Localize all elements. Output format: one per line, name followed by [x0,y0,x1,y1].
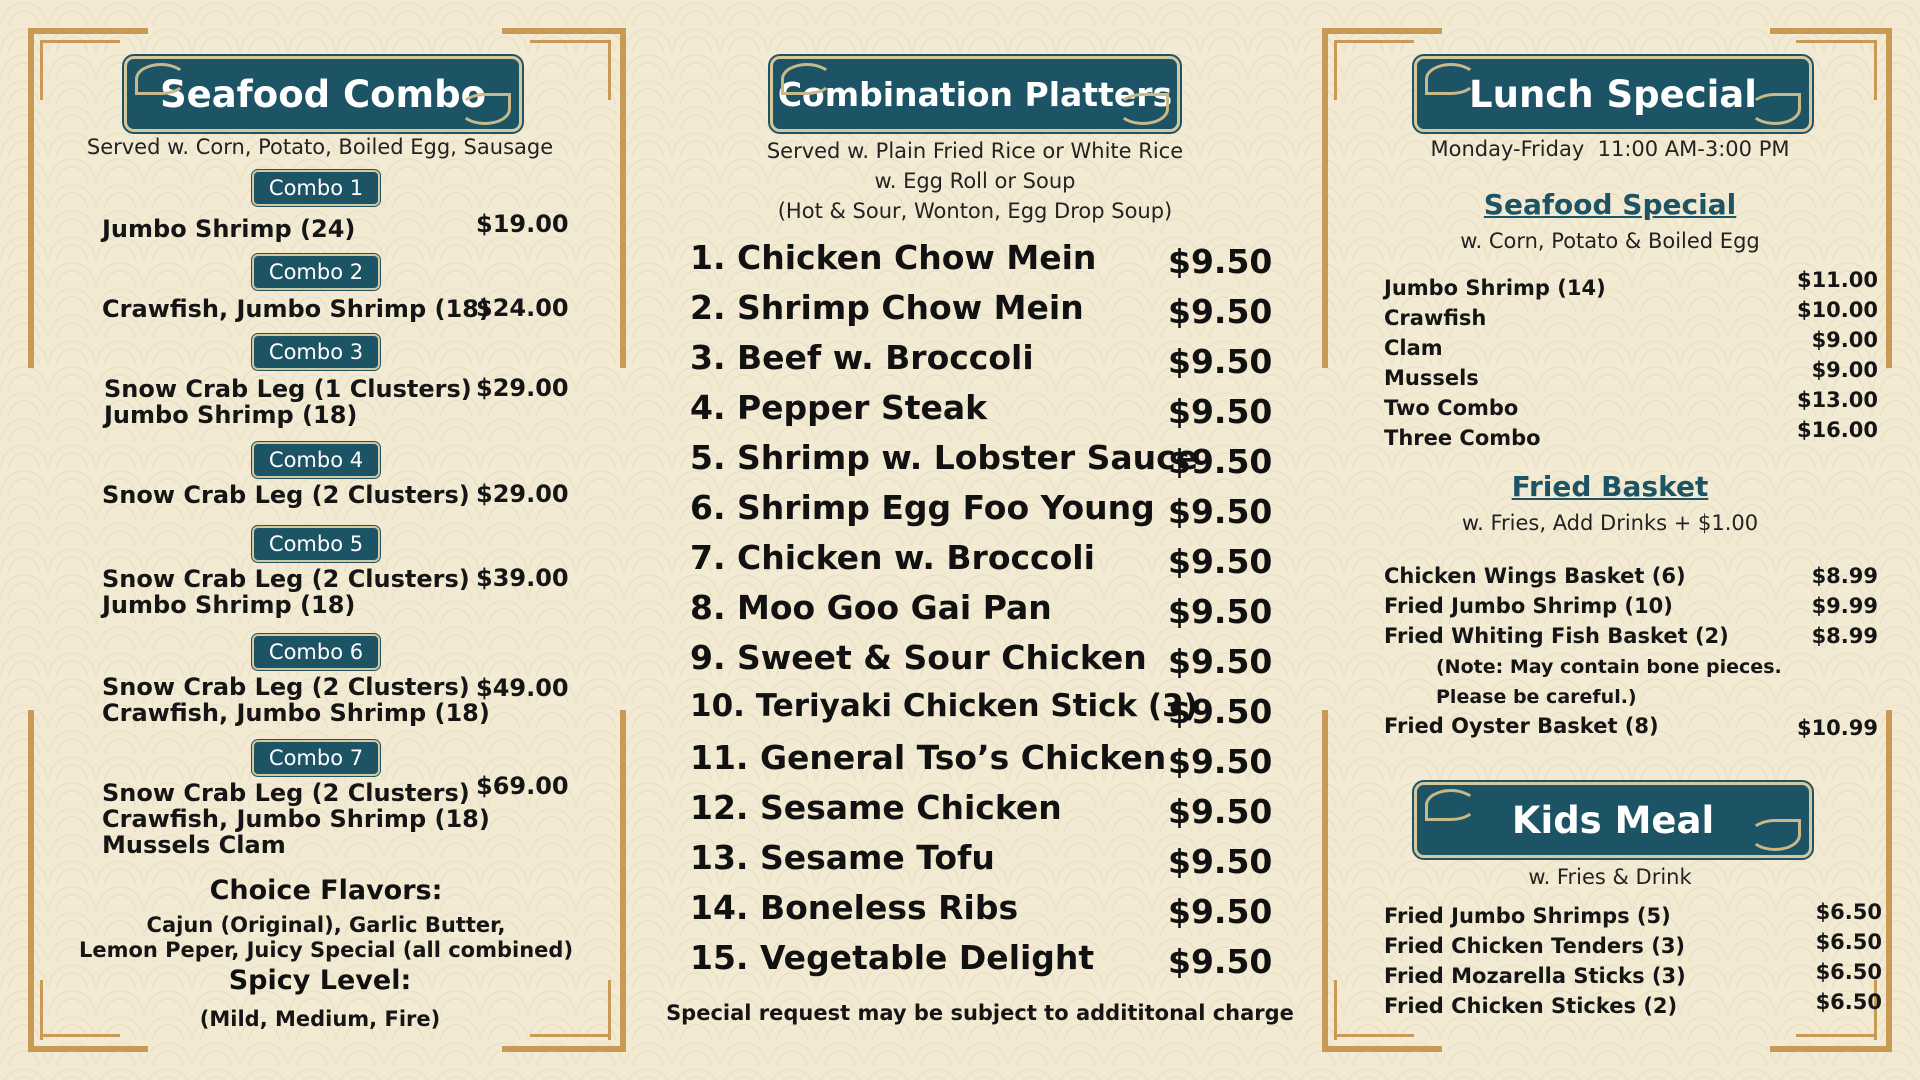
platter-item: 11. General Tso’s Chicken [690,738,1167,777]
platter-price: $9.50 [1168,492,1273,531]
combo-5-label: Combo 5 [252,526,380,562]
swirl-ornament-icon [1749,819,1801,851]
seafood-special-title: Seafood Special [1483,188,1737,221]
seafood-combo-subtitle: Served w. Corn, Potato, Boiled Egg, Sausage [86,135,554,159]
platter-price: $9.50 [1168,442,1273,481]
platter-item: 8. Moo Goo Gai Pan [690,588,1052,627]
seafood-special-item: Three Combo [1384,426,1541,450]
platters-subtitle-line-1: Served w. Plain Fried Rice or White Rice [766,139,1184,163]
seafood-combo-banner [124,56,522,132]
platter-item: 1. Chicken Chow Mein [690,238,1097,277]
combo-6-price: $49.00 [476,674,569,702]
combo-7-item: Snow Crab Leg (2 Clusters) [102,779,470,807]
seafood-special-item: Crawfish [1384,306,1487,330]
swirl-ornament-icon [1749,93,1801,125]
platter-item: 7. Chicken w. Broccoli [690,538,1095,577]
seafood-special-price: $13.00 [1796,388,1878,412]
combo-3-item: Jumbo Shrimp (18) [104,401,358,429]
kids-meal-price: $6.50 [1815,990,1882,1014]
kids-meal-price: $6.50 [1815,960,1882,984]
combo-5-price: $39.00 [476,564,569,592]
combo-1-price: $19.00 [476,210,569,238]
platter-price: $9.50 [1168,892,1273,931]
seafood-special-price: $9.00 [1811,328,1878,352]
platter-price: $9.50 [1168,592,1273,631]
combo-2-item: Crawfish, Jumbo Shrimp (18) [102,295,490,323]
platter-price: $9.50 [1168,392,1273,431]
swirl-ornament-icon [135,63,187,95]
seafood-special-item: Clam [1384,336,1443,360]
swirl-ornament-icon [781,63,833,95]
kids-meal-item: Fried Chicken Tenders (3) [1384,934,1686,958]
combo-4-price: $29.00 [476,480,569,508]
platters-footer-note: Special request may be subject to addititonal charge [666,1001,1294,1025]
fried-basket-note-line-2: Please be careful.) [1436,686,1637,708]
choice-flavors-line-1: Cajun (Original), Garlic Butter, [146,913,506,937]
combo-7-item: Crawfish, Jumbo Shrimp (18) [102,805,490,833]
combo-4-label: Combo 4 [252,442,380,478]
seafood-combo-section [0,0,640,1080]
fried-basket-price: $8.99 [1811,624,1878,648]
combo-1-item: Jumbo Shrimp (24) [102,215,356,243]
kids-meal-banner [1414,782,1812,858]
platter-price: $9.50 [1168,692,1273,731]
combo-7-price: $69.00 [476,772,569,800]
platter-price: $9.50 [1168,842,1273,881]
platter-price: $9.50 [1168,642,1273,681]
combo-3-item: Snow Crab Leg (1 Clusters) [104,375,472,403]
combo-6-item: Crawfish, Jumbo Shrimp (18) [102,699,490,727]
platters-subtitle-line-3: (Hot & Sour, Wonton, Egg Drop Soup) [777,199,1173,223]
platter-item: 10. Teriyaki Chicken Stick (3) [690,688,1198,724]
seafood-special-price: $9.00 [1811,358,1878,382]
platter-item: 2. Shrimp Chow Mein [690,288,1084,327]
spicy-level-title: Spicy Level: [228,965,412,996]
platter-item: 12. Sesame Chicken [690,788,1062,827]
platter-item: 13. Sesame Tofu [690,838,995,877]
seafood-special-item: Two Combo [1384,396,1519,420]
lunch-special-banner [1414,56,1812,132]
fried-basket-note-line-1: (Note: May contain bone pieces. [1436,656,1782,678]
kids-meal-price: $6.50 [1815,930,1882,954]
fried-basket-subtitle: w. Fries, Add Drinks + $1.00 [1461,511,1759,535]
platters-subtitle-line-2: w. Egg Roll or Soup [874,169,1076,193]
platter-item: 14. Boneless Ribs [690,888,1019,927]
seafood-combo-title: Seafood Combo [159,72,487,116]
kids-meal-price: $6.50 [1815,900,1882,924]
choice-flavors-title: Choice Flavors: [209,875,443,906]
combo-5-item: Snow Crab Leg (2 Clusters) [102,565,470,593]
platter-price: $9.50 [1168,292,1273,331]
seafood-special-item: Jumbo Shrimp (14) [1384,276,1606,300]
combo-3-label: Combo 3 [252,334,380,370]
fried-basket-item: Chicken Wings Basket (6) [1384,564,1686,588]
fried-basket-item: Fried Whiting Fish Basket (2) [1384,624,1729,648]
fried-basket-price: $8.99 [1811,564,1878,588]
kids-meal-item: Fried Mozarella Sticks (3) [1384,964,1686,988]
swirl-ornament-icon [1117,93,1169,125]
lunch-special-title: Lunch Special [1469,72,1757,116]
combo-7-item: Mussels Clam [102,831,286,859]
combo-6-label: Combo 6 [252,634,380,670]
lunch-special-section [1300,0,1920,1080]
spicy-level-options: (Mild, Medium, Fire) [199,1007,441,1031]
fried-basket-title: Fried Basket [1511,470,1709,503]
swirl-ornament-icon [459,93,511,125]
platter-price: $9.50 [1168,742,1273,781]
seafood-special-price: $11.00 [1796,268,1878,292]
fried-basket-price: $9.99 [1811,594,1878,618]
swirl-ornament-icon [1425,63,1477,95]
choice-flavors-line-2: Lemon Peper, Juicy Special (all combined) [78,938,574,962]
combination-platters-banner [770,56,1180,132]
platter-item: 3. Beef w. Broccoli [690,338,1034,377]
combo-2-price: $24.00 [476,294,569,322]
kids-meal-subtitle: w. Fries & Drink [1528,865,1692,889]
combo-1-label: Combo 1 [252,170,380,206]
platter-price: $9.50 [1168,342,1273,381]
combo-5-item: Jumbo Shrimp (18) [102,591,356,619]
seafood-special-subtitle: w. Corn, Potato & Boiled Egg [1460,229,1760,253]
combo-4-item: Snow Crab Leg (2 Clusters) [102,481,470,509]
platter-item: 4. Pepper Steak [690,388,988,427]
seafood-special-price: $16.00 [1796,418,1878,442]
combo-6-item: Snow Crab Leg (2 Clusters) [102,673,470,701]
platter-item: 6. Shrimp Egg Foo Young [690,488,1155,527]
fried-basket-price: $10.99 [1796,716,1878,740]
platter-item: 9. Sweet & Sour Chicken [690,638,1147,677]
seafood-special-item: Mussels [1384,366,1479,390]
fried-basket-item: Fried Oyster Basket (8) [1384,714,1659,738]
combo-2-label: Combo 2 [252,254,380,290]
platter-price: $9.50 [1168,792,1273,831]
lunch-special-hours: Monday-Friday 11:00 AM-3:00 PM [1430,137,1790,161]
combination-platters-section [660,0,1294,1080]
kids-meal-item: Fried Jumbo Shrimps (5) [1384,904,1671,928]
platter-price: $9.50 [1168,242,1273,281]
combination-platters-title: Combination Platters [777,74,1173,114]
swirl-ornament-icon [1425,789,1477,821]
platter-item: 15. Vegetable Delight [690,938,1095,977]
fried-basket-item: Fried Jumbo Shrimp (10) [1384,594,1673,618]
platter-price: $9.50 [1168,542,1273,581]
kids-meal-item: Fried Chicken Stickes (2) [1384,994,1678,1018]
seafood-special-price: $10.00 [1796,298,1878,322]
combo-3-price: $29.00 [476,374,569,402]
combo-7-label: Combo 7 [252,740,380,776]
kids-meal-title: Kids Meal [1511,798,1715,842]
platter-item: 5. Shrimp w. Lobster Sauce [690,438,1199,477]
platter-price: $9.50 [1168,942,1273,981]
